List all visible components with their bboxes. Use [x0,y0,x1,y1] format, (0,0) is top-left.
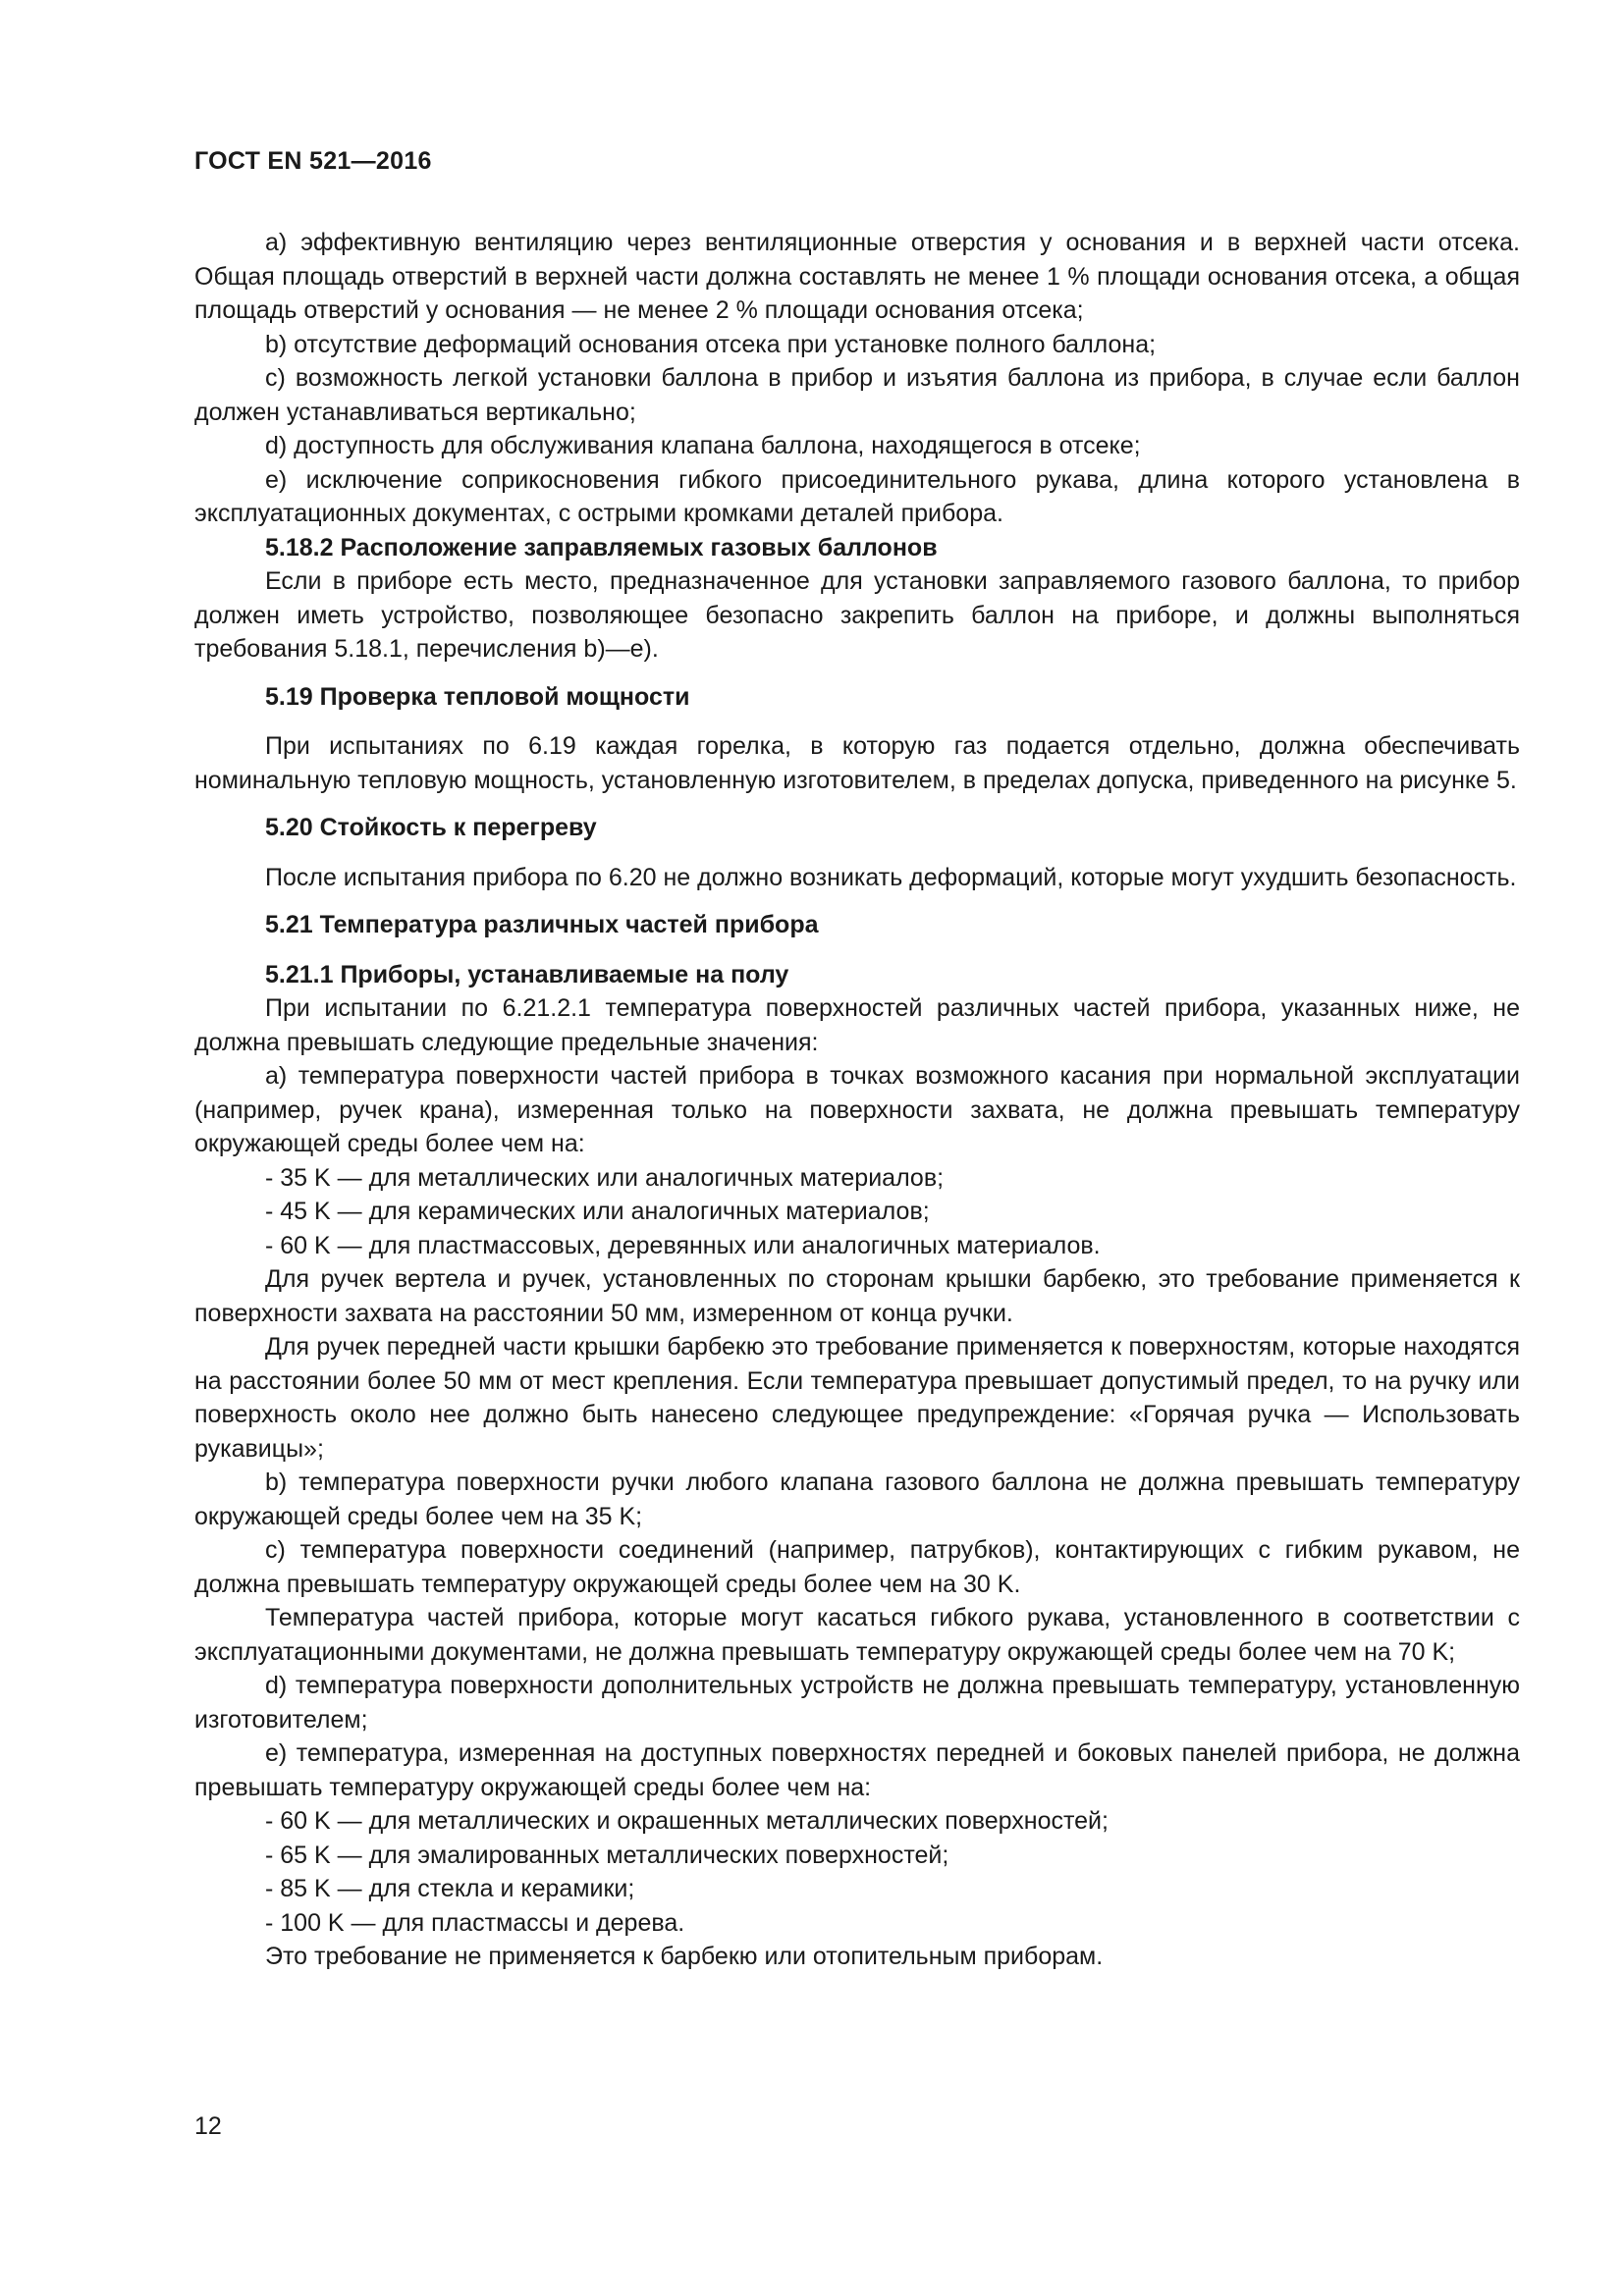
paragraph: e) температура, измеренная на доступных поверхностях передней и боковых панелей прибора, не должна превышать температуру окружающей среды более чем на: [194,1739,1520,1801]
list-item: - 65 K — для эмалированных металлических поверхностей; [265,1841,949,1869]
list-item: - 85 K — для стекла и керамики; [265,1875,635,1902]
section-heading-5-21: 5.21 Температура различных частей прибора [265,911,819,938]
paragraph: Это требование не применяется к барбекю или отопительным приборам. [265,1943,1104,1970]
list-item: - 60 K — для металлических и окрашенных металлических поверхностей; [265,1807,1109,1835]
paragraph: a) эффективную вентиляцию через вентиляционные отверстия у основания и в верхней части отсека. Общая площадь отверстий в верхней части должна составлять не менее 1 % площади основания отсека, а общая площадь отверстий у основания — не менее 2 % площади основания отсека; [194,229,1520,324]
list-item: - 35 K — для металлических или аналогичных материалов; [265,1163,945,1192]
document-body [194,226,1520,1974]
list-item: - 60 K — для пластмассовых, деревянных или аналогичных материалов. [265,1231,1101,1259]
section-heading-5-18-2: 5.18.2 Расположение заправляемых газовых баллонов [265,533,938,561]
list-item: - 100 K — для пластмассы и дерева. [265,1908,685,1937]
paragraph: Температура частей прибора, которые могут касаться гибкого рукава, установленного в соответствии с эксплуатационными документами, не должна превышать температуру окружающей среды более чем на 70 K; [194,1604,1520,1666]
paragraph: e) исключение соприкосновения гибкого присоединительного рукава, длина которого установлена в эксплуатационных документах, с острыми кромками деталей прибора. [194,465,1520,527]
paragraph: c) температура поверхности соединений (например, патрубков), контактирующих с гибким рукавом, не должна превышать температуру окружающей среды более чем на 30 K. [194,1536,1520,1598]
section-heading-5-20: 5.20 Стойкость к перегреву [265,814,597,841]
section-heading-5-19: 5.19 Проверка тепловой мощности [265,682,690,711]
paragraph: a) температура поверхности частей прибора в точках возможного касания при нормальной эксплуатации (например, ручек крана), измеренная только на поверхности захвата, не должна превышать температуру окружающей среды более чем на: [194,1062,1520,1157]
paragraph: Для ручек вертела и ручек, установленных по сторонам крышки барбекю, это требование применяется к поверхности захвата на расстоянии 50 мм, измеренном от конца ручки. [194,1265,1520,1327]
paragraph: Если в приборе есть место, предназначенное для установки заправляемого газового баллона, то прибор должен иметь устройство, позволяющее безопасно закрепить баллон на приборе, и должны выполняться требования 5.18.1, перечисления b)—e). [194,567,1520,663]
paragraph: При испытании по 6.21.2.1 температура поверхностей различных частей прибора, указанных ниже, не должна превышать следующие предельные значения: [194,994,1520,1056]
paragraph: d) доступность для обслуживания клапана баллона, находящегося в отсеке; [265,432,1141,459]
paragraph: Для ручек передней части крышки барбекю это требование применяется к поверхностям, которые находятся на расстоянии более 50 мм от мест крепления. Если температура превышает допустимый предел, то на ручку или поверхность около нее должно быть нанесено следующее предупреждение: «Горячая ручка — Использовать рукавицы»; [194,1333,1520,1463]
paragraph: c) возможность легкой установки баллона в прибор и изъятия баллона из прибора, в случае если баллон должен устанавливаться вертикально; [194,364,1520,426]
paragraph: b) отсутствие деформаций основания отсека при установке полного баллона; [265,330,1157,358]
paragraph: b) температура поверхности ручки любого клапана газового баллона не должна превышать температуру окружающей среды более чем на 35 K; [194,1468,1520,1530]
page-number: 12 [194,2112,222,2140]
paragraph: После испытания прибора по 6.20 не должно возникать деформаций, которые могут ухудшить безопасность. [265,863,1517,891]
list-item: - 45 K — для керамических или аналогичных материалов; [265,1198,930,1225]
document-code-header: ГОСТ EN 521—2016 [194,147,432,175]
section-heading-5-21-1: 5.21.1 Приборы, устанавливаемые на полу [265,960,789,988]
paragraph: d) температура поверхности дополнительных устройств не должна превышать температуру, установленную изготовителем; [194,1672,1520,1734]
paragraph: При испытаниях по 6.19 каждая горелка, в которую газ подается отдельно, должна обеспечивать номинальную тепловую мощность, установленную изготовителем, в пределах допуска, приведенного на рисунке 5. [194,732,1520,794]
